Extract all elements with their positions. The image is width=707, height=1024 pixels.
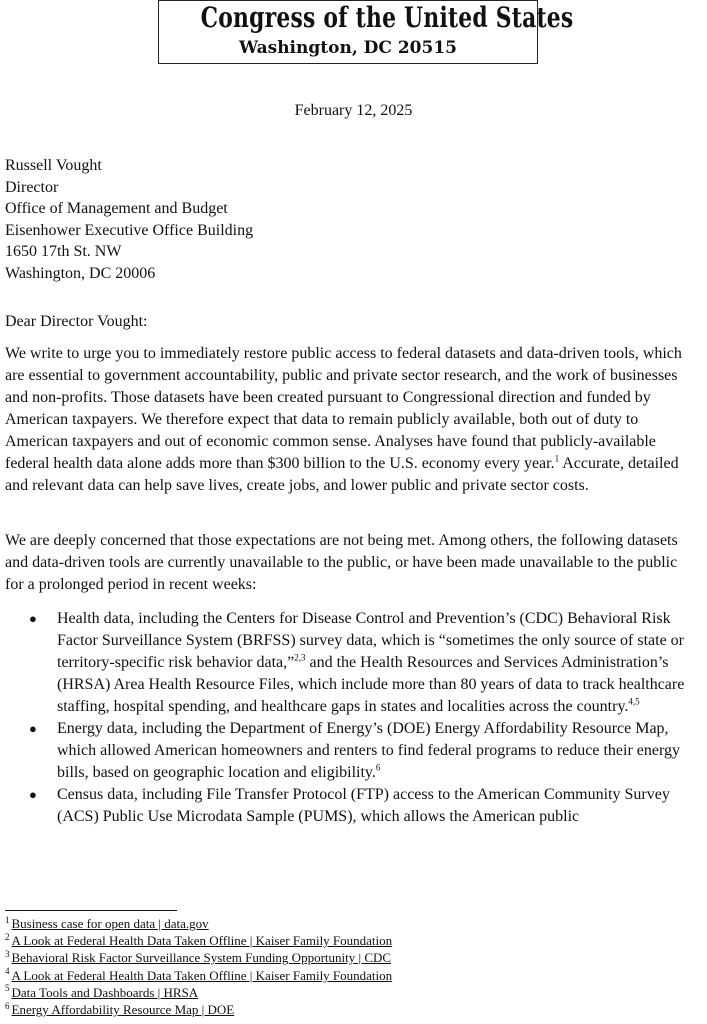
footnote-item — [5, 915, 392, 932]
footnote-number: 4 — [5, 966, 10, 977]
paragraph-1-text-a: We write to urge you to immediately restore public access to federal datasets and data-driven tools, which are essential to government accountability, public and private sector research, and the work of businesses and non-profits. Those datasets have been created pursuant to Congressional direction and funded by American taxpayers. We therefore expect that data to remain publicly available, both out of duty to American taxpayers and out of economic common sense. Analyses have found that publicly-available federal health data alone adds more than $300 billion to the U.S. economy every year. — [5, 345, 682, 472]
paragraph-2: We are deeply concerned that those expectations are not being met. Among others, the following datasets and data-driven tools are currently unavailable to the public, or have been made unavailable to the public for a prolonged period in recent weeks: — [5, 532, 678, 593]
bullet-text: Census data, including File Transfer Protocol (FTP) access to the American Community Survey (ACS) Public Use Microdata Sample (PUMS), which allows the American public — [57, 786, 670, 825]
footnote-item — [5, 949, 392, 966]
letterhead-title: Congress of the United States — [200, 1, 574, 34]
recipient-office: Office of Management and Budget — [5, 200, 228, 218]
footnote-link[interactable]: A Look at Federal Health Data Taken Offline | Kaiser Family Foundation — [11, 967, 393, 983]
recipient-address-block — [5, 155, 253, 285]
paragraph-1 — [5, 343, 690, 497]
footnote-number: 5 — [5, 983, 10, 994]
footnote-ref[interactable]: 2,3 — [294, 652, 306, 663]
footnote-item — [5, 984, 392, 1001]
bullet-icon: ● — [29, 721, 37, 736]
bullet-item-health — [0, 608, 700, 718]
footnote-link[interactable]: Behavioral Risk Factor Surveillance System Funding Opportunity | CDC — [11, 950, 392, 966]
footnote-link[interactable]: Energy Affordability Resource Map | DOE — [11, 1002, 235, 1018]
bullet-text: and the Health Resources and Services Administration’s (HRSA) Area Health Resource Files, which include more than 80 years of data to track healthcare staffing, hospital spending, and healthcare gaps in states and localities across the country. — [57, 654, 685, 715]
salutation: Dear Director Vought: — [5, 313, 148, 330]
footnote-ref[interactable]: 4,5 — [628, 696, 640, 707]
bullet-item-energy — [0, 718, 700, 784]
footnote-ref[interactable]: 6 — [375, 762, 381, 773]
letterhead-address: Washington, DC 20515 — [239, 38, 457, 58]
footnote-number: 3 — [5, 949, 10, 960]
footnote-ref[interactable]: 1 — [554, 453, 560, 464]
bullet-icon: ● — [29, 787, 37, 802]
dataset-bullet-list — [0, 608, 700, 828]
footnote-item — [5, 967, 392, 984]
bullet-icon: ● — [29, 611, 37, 626]
letter-date: February 12, 2025 — [294, 102, 413, 119]
recipient-street: 1650 17th St. NW — [5, 243, 122, 261]
footnote-number: 1 — [5, 914, 10, 925]
bullet-text: Health data, including the Centers for Disease Control and Prevention’s (CDC) Behavioral Risk Factor Surveillance System (BRFSS) survey data, which is “sometimes the only source of state or territory-specific risk behavior data,” — [57, 610, 684, 671]
footnote-link[interactable]: A Look at Federal Health Data Taken Offline | Kaiser Family Foundation — [11, 933, 393, 949]
footnote-item — [5, 1001, 392, 1018]
bullet-item-census — [0, 784, 700, 828]
recipient-city: Washington, DC 20006 — [5, 264, 156, 282]
footnote-item — [5, 932, 392, 949]
letterhead — [158, 0, 574, 64]
footnote-number: 6 — [5, 1000, 10, 1011]
footnote-link[interactable]: Data Tools and Dashboards | HRSA — [11, 984, 199, 1000]
footnotes — [5, 915, 392, 1018]
paragraph-1-text-b: Accurate, detailed and relevant data can help save lives, create jobs, and lower public and private sector costs. — [5, 455, 679, 494]
recipient-name: Russell Vought — [5, 157, 102, 174]
footnote-divider — [5, 910, 177, 911]
footnote-link[interactable]: Business case for open data | data.gov — [11, 916, 209, 931]
recipient-title: Director — [5, 178, 59, 196]
bullet-text: Energy data, including the Department of Energy’s (DOE) Energy Affordability Resource Map, which allowed American homeowners and renters to find federal programs to reduce their energy bills, based on geographic location and eligibility. — [57, 720, 681, 781]
recipient-building: Eisenhower Executive Office Building — [5, 221, 254, 239]
footnote-number: 2 — [5, 931, 10, 942]
